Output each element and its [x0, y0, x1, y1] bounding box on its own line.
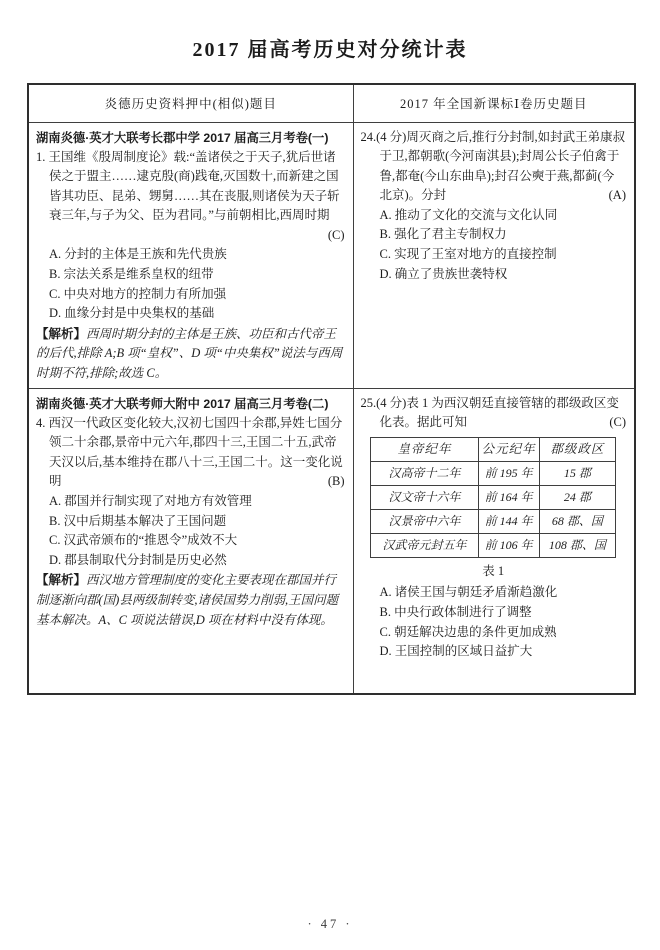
- inner-col-header: 公元纪年: [478, 437, 539, 461]
- question-paragraph: [361, 394, 627, 433]
- question-text: 西汉一代政区变化较大,汉初七国四十余郡,异姓七国分领二十余郡,景帝中元六年,郡四十三,王国二十五,武帝天汉以后,基本维持在郡八十三,王国二十。这一变化说明: [48, 415, 343, 489]
- inner-cell: 15 郡: [539, 461, 616, 485]
- option-item: D. 郡县制取代分封制是历史必然: [49, 552, 227, 567]
- question-paragraph: [36, 414, 345, 492]
- page-title: 2017 届高考历史对分统计表: [192, 39, 468, 61]
- inner-cell: 汉武帝元封五年: [371, 533, 478, 557]
- column-header-right: 2017 年全国新课标Ⅰ卷历史题目: [353, 84, 635, 122]
- analysis-text: 西汉地方管理制度的变化主要表现在郡国并行制逐渐向郡(国)县两级制转变,诸侯国势力削弱,王国问题基本解决。A、C 项说法错误,D 项在材料中没有体现。: [36, 573, 339, 627]
- analysis-paragraph: [36, 571, 345, 630]
- inner-table-row: [371, 485, 616, 509]
- table-caption: 表 1: [482, 563, 505, 578]
- inner-cell: 汉景帝中六年: [371, 509, 478, 533]
- question-text: 周灭商之后,推行分封制,如封武王弟康叔于卫,都朝歌(今河南淇县);封周公长子伯禽于鲁,都奄(今山东曲阜);封召公奭于燕,都蓟(今北京)。分封: [379, 129, 626, 203]
- option-item: C. 汉武帝颁布的“推恩令”成效不大: [49, 533, 238, 548]
- option-item: D. 血缘分封是中央集权的基础: [49, 306, 215, 321]
- comparison-table: [27, 83, 636, 695]
- answer-letter: (B): [327, 474, 345, 489]
- question-prefix: 24.(4 分): [360, 129, 407, 144]
- option-item: C. 实现了王室对地方的直接控制: [379, 247, 557, 262]
- question-text: 表 1 为西汉朝廷直接管辖的郡级政区变化表。据此可知: [379, 395, 619, 430]
- cell-exam-question-25: [353, 388, 635, 694]
- option-item: A. 郡国并行制实现了对地方有效管理: [49, 494, 252, 508]
- question-prefix: 25.(4 分): [360, 395, 407, 410]
- answer-letter: (A): [608, 188, 626, 203]
- inner-col-header: 皇帝纪年: [371, 437, 478, 461]
- option-item: B. 强化了君主专制权力: [379, 227, 507, 242]
- option-item: B. 中央行政体制进行了调整: [379, 605, 532, 619]
- question-paragraph: [36, 148, 345, 246]
- cell-exam-question-24: [353, 122, 635, 388]
- inner-cell: 前 164 年: [478, 485, 539, 509]
- analysis-text: 西周时期分封的主体是王族、功臣和古代帝王的后代,排除 A;B 项“皇权”、D 项“中央集权”说法与西周时期不符,排除;故选 C。: [36, 326, 343, 381]
- option-item: A. 分封的主体是王族和先代贵族: [49, 247, 227, 262]
- option-item: C. 朝廷解决边患的条件更加成熟: [379, 624, 557, 639]
- table-row: [28, 388, 635, 694]
- inner-cell: 汉高帝十二年: [371, 461, 478, 485]
- column-header-left: 炎德历史资料押中(相似)题目: [28, 84, 353, 122]
- option-item: C. 中央对地方的控制力有所加强: [49, 286, 227, 301]
- cell-mock-question-1: [28, 122, 353, 388]
- inner-table-row: [371, 509, 616, 533]
- option-item: D. 确立了贵族世袭特权: [379, 266, 508, 281]
- source-heading: 湖南炎德·英才大联考长郡中学 2017 届高三月考卷(一): [36, 130, 329, 145]
- option-item: B. 宗法关系是维系皇权的纽带: [49, 267, 214, 282]
- source-heading: 湖南炎德·英才大联考师大附中 2017 届高三月考卷(二): [36, 396, 329, 411]
- cell-mock-question-2: [28, 388, 353, 694]
- inner-cell: 68 郡、国: [539, 509, 616, 533]
- options-list: [36, 492, 345, 570]
- inner-cell: 前 106 年: [478, 533, 539, 557]
- answer-letter: (C): [327, 227, 345, 242]
- inner-cell: 前 144 年: [478, 509, 539, 533]
- question-paragraph: [361, 128, 627, 206]
- data-table-wrap: [370, 437, 616, 582]
- page-number: · 47 ·: [307, 917, 353, 931]
- question-text: 王国维《殷周制度论》载:“盖诸侯之于天子,犹后世诸侯之于盟主……逮克殷(商)践奄,灭国数十,而新建之国皆其功臣、昆弟、甥舅……其在丧服,则诸侯为天子斩衰三年,与子为父、臣为君同。”与前朝相比,西周时期: [48, 149, 340, 223]
- option-item: A. 诸侯王国与朝廷矛盾渐趋激化: [379, 585, 558, 600]
- question-prefix: 1.: [36, 149, 46, 164]
- inner-cell: 汉文帝十六年: [371, 485, 478, 509]
- option-item: D. 王国控制的区域日益扩大: [379, 644, 533, 659]
- option-item: B. 汉中后期基本解决了王国问题: [49, 513, 227, 528]
- analysis-paragraph: [36, 325, 345, 384]
- analysis-label: 【解析】: [36, 573, 87, 588]
- inner-cell: 前 195 年: [478, 461, 539, 485]
- table-row: [28, 122, 635, 388]
- inner-cell: 108 郡、国: [539, 533, 616, 557]
- inner-table-row: [371, 461, 616, 485]
- inner-table-row: [371, 533, 616, 557]
- commandery-data-table: [370, 437, 616, 558]
- options-list: [36, 245, 345, 323]
- inner-col-header: 郡级政区: [539, 437, 616, 461]
- analysis-label: 【解析】: [36, 326, 87, 341]
- question-prefix: 4.: [36, 415, 46, 430]
- inner-header-row: [371, 437, 616, 461]
- answer-letter: (C): [609, 415, 626, 430]
- options-list: [361, 206, 627, 284]
- options-list: [361, 583, 627, 661]
- header-row: [28, 84, 635, 122]
- option-item: A. 推动了文化的交流与文化认同: [379, 207, 558, 222]
- inner-cell: 24 郡: [539, 485, 616, 509]
